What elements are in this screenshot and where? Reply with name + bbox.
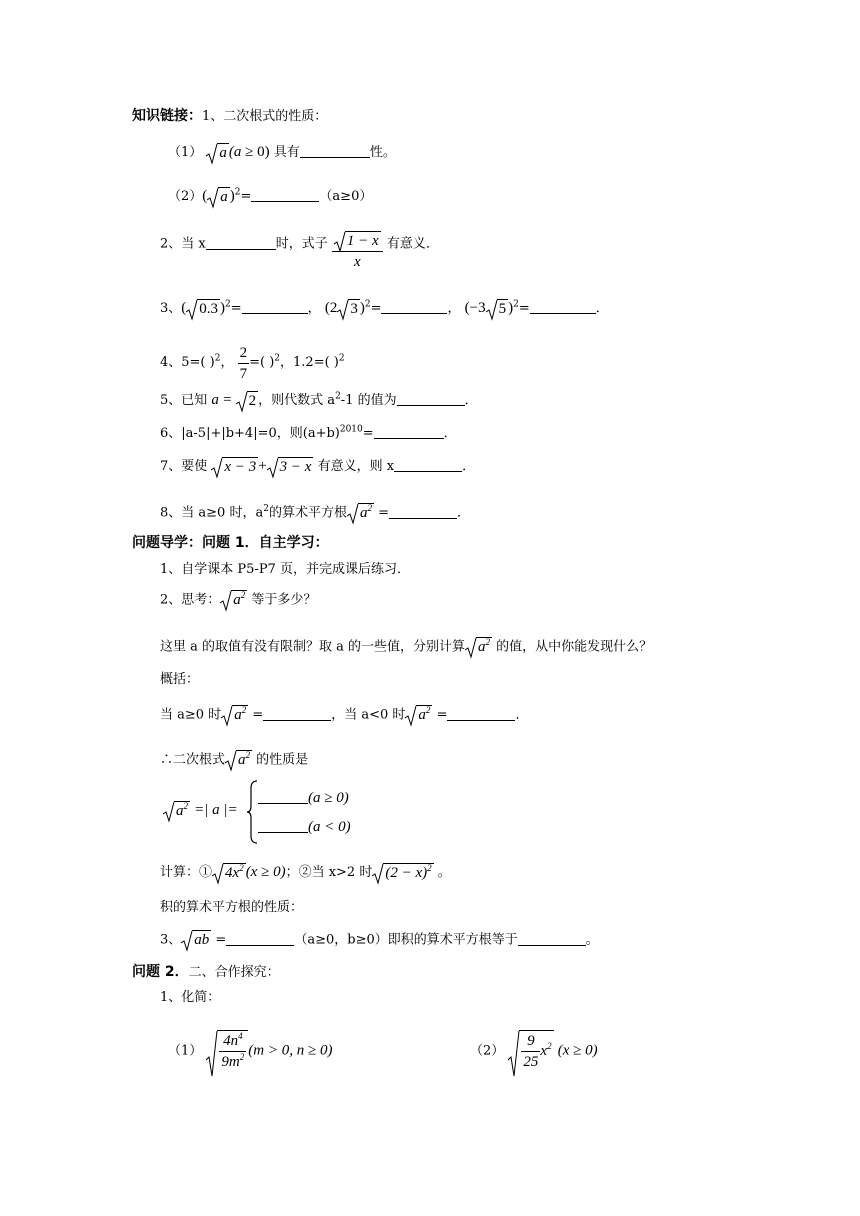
answer-blank[interactable] <box>258 789 308 804</box>
section-title: 问题导学：问题 1．自主学习： <box>132 535 329 551</box>
sqrt-expression: a <box>206 143 229 163</box>
self-study-2: 2、思考： $a^2$ 等于多少？ <box>160 590 317 608</box>
property-intro: ∴二次根式 $a^2$ 的性质是 <box>160 750 309 768</box>
fraction: $\frac{2}{7}$ <box>239 345 248 382</box>
answer-blank[interactable] <box>251 187 319 202</box>
answer-blank[interactable] <box>447 706 515 721</box>
answer-blank[interactable] <box>258 818 308 833</box>
answer-blank[interactable] <box>381 299 447 314</box>
self-study-1: 1、自学课本 P5-P7 页，并完成课后练习． <box>160 562 410 577</box>
question-4: 4、5=( )$^2$， $\frac{2}{7}$ =( )$^2$，1.2=( )$^2$ <box>160 345 345 382</box>
answer-blank[interactable] <box>374 424 444 439</box>
question-3: 3、( 0.3 )$^2$= ， (2 3 )$^2$= ， (−3 5 )$^2$= ． <box>160 299 609 317</box>
answer-blank[interactable] <box>394 457 462 472</box>
self-study-3: 这里 a 的取值有没有限制？取 a 的一些值，分别计算 $a^2$ 的值，从中你能发现什么？ <box>160 637 653 655</box>
piecewise-case-1: (a ≥ 0) <box>258 788 349 809</box>
answer-blank[interactable] <box>226 931 294 946</box>
product-property-label: 积的算术平方根的性质： <box>160 900 304 915</box>
piecewise-case-2: (a < 0) <box>258 817 351 838</box>
answer-blank[interactable] <box>300 143 370 158</box>
property-1: （1） a (a ≥ 0) 具有 性。 <box>168 144 396 161</box>
product-property-line: 3、 ab = （a≥0，b≥0）即积的算术平方根等于 。 <box>160 932 599 948</box>
section-title: 问题 2． <box>132 964 189 980</box>
answer-blank[interactable] <box>530 299 596 314</box>
answer-blank[interactable] <box>518 931 586 946</box>
section-subtitle: 二、合作探究： <box>188 965 280 980</box>
summary-label: 概括： <box>160 672 200 687</box>
simplify-item-1: （1） $\frac{4n^4}{9m^2}$ (m > 0, n ≥ 0) <box>168 1030 332 1072</box>
section-guided-learning <box>132 533 329 554</box>
fraction: $\frac{1 - x}{x}$ <box>332 230 383 272</box>
question-8: 8、当 a≥0 时，$a^2$的算术平方根 $a^2$ = ． <box>160 503 471 521</box>
compute-line: 计算：① $4x^2$ (x ≥ 0)；②当 x>2 时 $(2 - x)^2$ 。 <box>160 862 451 881</box>
summary-line: 当 a≥0 时 $a^2$ = ，当 a<0 时 $a^2$ = ． <box>160 705 529 723</box>
answer-blank[interactable] <box>263 706 331 721</box>
answer-blank[interactable] <box>397 391 465 406</box>
question-7: 7、要使 x − 3 + 3 − x 有意义，则 x ． <box>160 458 476 475</box>
answer-blank[interactable] <box>389 504 457 519</box>
answer-blank[interactable] <box>242 299 308 314</box>
piecewise-lhs: $a^2$ =| a |= <box>163 800 238 821</box>
section-title: 知识链接： <box>132 108 202 124</box>
section-subtitle: 1、二次根式的性质： <box>202 109 328 124</box>
property-2: （2）( a )$^2$= （a≥0） <box>168 187 373 205</box>
question-2: 2、当 x 时，式子 $\frac{1 - x}{x}$ 有意义． <box>160 230 439 272</box>
question-5: 5、已知 a = 2 ，则代数式 $a^2-1$ 的值为 ． <box>160 391 478 409</box>
question-6: 6、|a-5|+|b+4|=0，则$(a+b)^{2010}=$ ． <box>160 424 457 441</box>
simplify-item-2: （2） $\frac{9}{25}$ $x^2$ (x ≥ 0) <box>470 1030 598 1072</box>
section-cooperative <box>132 962 280 983</box>
brace-icon <box>246 780 258 844</box>
answer-blank[interactable] <box>206 235 276 250</box>
simplify-label: 1、化简： <box>160 990 221 1005</box>
section-knowledge <box>132 106 327 127</box>
